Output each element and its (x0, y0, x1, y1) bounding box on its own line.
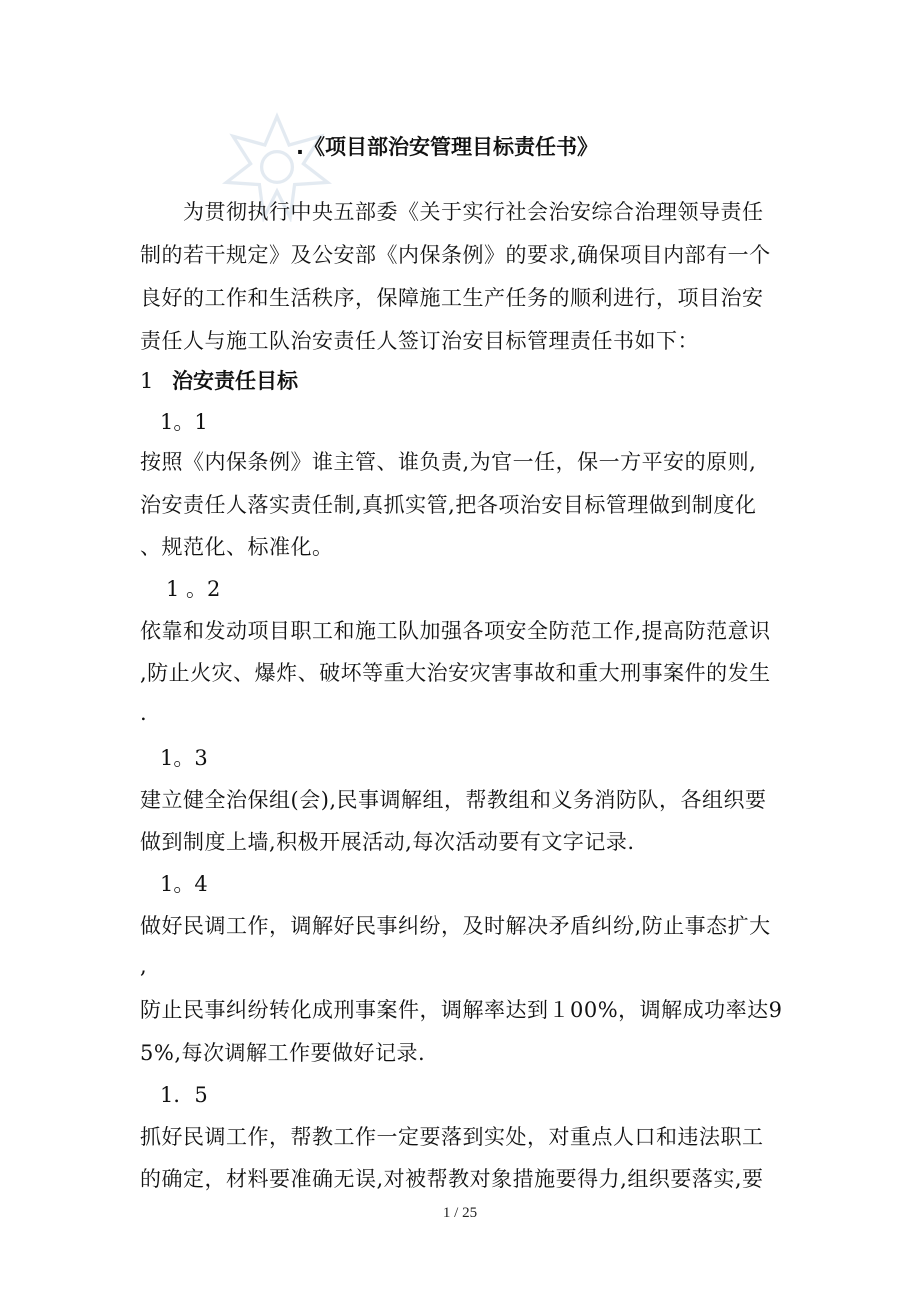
item-1-1-line-1: 按照《内保条例》谁主管、谁负责,为官一任，保一方平安的原则, (140, 450, 757, 474)
item-1-4-number: 1。4 (160, 872, 208, 896)
item-1-5-number: 1．5 (160, 1083, 208, 1107)
item-1-3-number: 1。3 (160, 746, 208, 770)
item-1-4-line-1: 做好民调工作，调解好民事纠纷，及时解决矛盾纠纷,防止事态扩大 (140, 914, 771, 938)
item-1-1-line-2: 治安责任人落实责任制,真抓实管,把各项治安目标管理做到制度化 (140, 493, 757, 517)
item-1-5-line-2: 的确定，材料要准确无误,对被帮教对象措施要得力,组织要落实,要 (140, 1167, 764, 1191)
section-1-title: 治安责任目标 (172, 369, 298, 393)
item-1-5-line-1: 抓好民调工作，帮教工作一定要落到实处，对重点人口和违法职工 (140, 1125, 764, 1149)
section-1-heading (140, 366, 298, 396)
section-1-number: 1 (140, 369, 154, 393)
item-1-4-line-3: 防止民事纠纷转化成刑事案件，调解率达到１00%，调解成功率达9 (140, 998, 783, 1022)
intro-line-1: 为贯彻执行中央五部委《关于实行社会治安综合治理领导责任 (140, 200, 764, 224)
page-number: 1 / 25 (442, 1205, 478, 1221)
document-title: .《项目部治安管理目标责任书》 (296, 135, 598, 159)
item-1-2-line-1: 依靠和发动项目职工和施工队加强各项安全防范工作,提高防范意识 (140, 619, 771, 643)
item-1-3-line-1: 建立健全治保组(会),民事调解组，帮教组和义务消防队，各组织要 (140, 788, 767, 812)
item-1-2-line-2: ,防止火灾、爆炸、破坏等重大治安灾害事故和重大刑事案件的发生 (140, 661, 771, 685)
item-1-1-line-3: 、规范化、标准化。 (140, 535, 334, 559)
item-1-2-number: 1 。2 (166, 577, 221, 601)
item-1-4-line-4: 5%,每次调解工作要做好记录. (140, 1041, 426, 1065)
item-1-1-number: 1。1 (160, 410, 208, 434)
item-1-4-line-2: , (140, 954, 148, 978)
item-1-2-line-3: . (140, 701, 148, 725)
intro-line-3: 良好的工作和生活秩序，保障施工生产任务的顺利进行，项目治安 (140, 286, 764, 310)
intro-line-4: 责任人与施工队治安责任人签订治安目标管理责任书如下： (140, 329, 699, 353)
intro-line-2: 制的若干规定》及公安部《内保条例》的要求,确保项目内部有一个 (140, 243, 771, 267)
item-1-3-line-2: 做到制度上墙,积极开展活动,每次活动要有文字记录. (140, 830, 635, 854)
